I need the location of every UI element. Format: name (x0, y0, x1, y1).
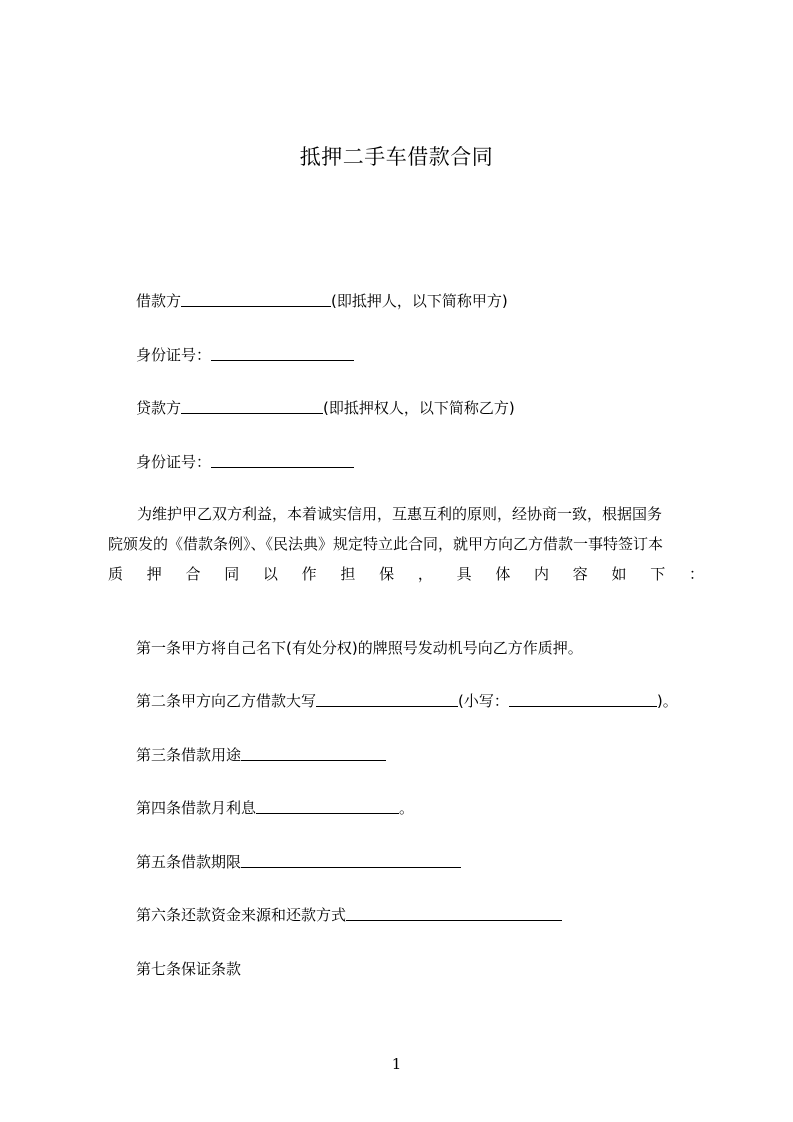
borrower-name-blank (181, 292, 331, 307)
borrower-id-blank (211, 346, 354, 361)
borrower-note: (即抵押人，以下简称甲方) (331, 292, 508, 310)
article-6-label: 第六条还款资金来源和还款方式 (136, 906, 347, 924)
monthly-interest-blank (256, 799, 399, 814)
lender-id-label: 身份证号： (136, 453, 212, 471)
lender-id-blank (211, 453, 354, 468)
article-5 (136, 852, 461, 872)
article-2-prefix: 第二条甲方向乙方借款大写 (136, 692, 317, 710)
article-2 (136, 691, 678, 711)
lender-id-line (136, 452, 354, 472)
article-4 (136, 798, 414, 818)
article-2-middle: (小写： (458, 692, 509, 710)
lender-line (136, 398, 515, 418)
loan-purpose-blank (241, 746, 386, 761)
preamble-line-2: 院颁发的《借款条例》、《民法典》规定特立此合同，就甲方向乙方借款一事特签订本 (108, 535, 664, 553)
page-number: 1 (391, 1055, 402, 1073)
article-7: 第七条保证条款 (136, 960, 242, 978)
lender-label: 贷款方 (136, 399, 182, 417)
lender-name-blank (181, 399, 323, 414)
loan-amount-figures-blank (509, 692, 657, 707)
document-title: 抵押二手车借款合同 (299, 145, 494, 169)
borrower-label: 借款方 (136, 292, 182, 310)
article-6 (136, 905, 562, 925)
article-4-suffix: 。 (399, 799, 415, 817)
borrower-line (136, 291, 508, 311)
borrower-id-label: 身份证号： (136, 346, 212, 364)
article-3 (136, 745, 386, 765)
loan-amount-words-blank (316, 692, 458, 707)
preamble-paragraph (108, 499, 704, 589)
article-1: 第一条甲方将自己名下(有处分权)的牌照号发动机号向乙方作质押。 (136, 639, 583, 657)
preamble-line-1: 为维护甲乙双方利益，本着诚实信用，互惠互利的原则，经协商一致，根据国务 (137, 505, 663, 523)
article-2-suffix: )。 (656, 692, 678, 710)
article-5-label: 第五条借款期限 (136, 853, 242, 871)
loan-term-blank (241, 853, 461, 868)
repayment-method-blank (346, 906, 562, 921)
lender-note: (即抵押权人，以下简称乙方) (323, 399, 515, 417)
article-4-label: 第四条借款月利息 (136, 799, 257, 817)
borrower-id-line (136, 345, 354, 365)
article-3-label: 第三条借款用途 (136, 746, 242, 764)
preamble-line-3: 质 押 合 同 以 作 担 保 ， 具 体 内 容 如 下 ： (108, 565, 704, 583)
